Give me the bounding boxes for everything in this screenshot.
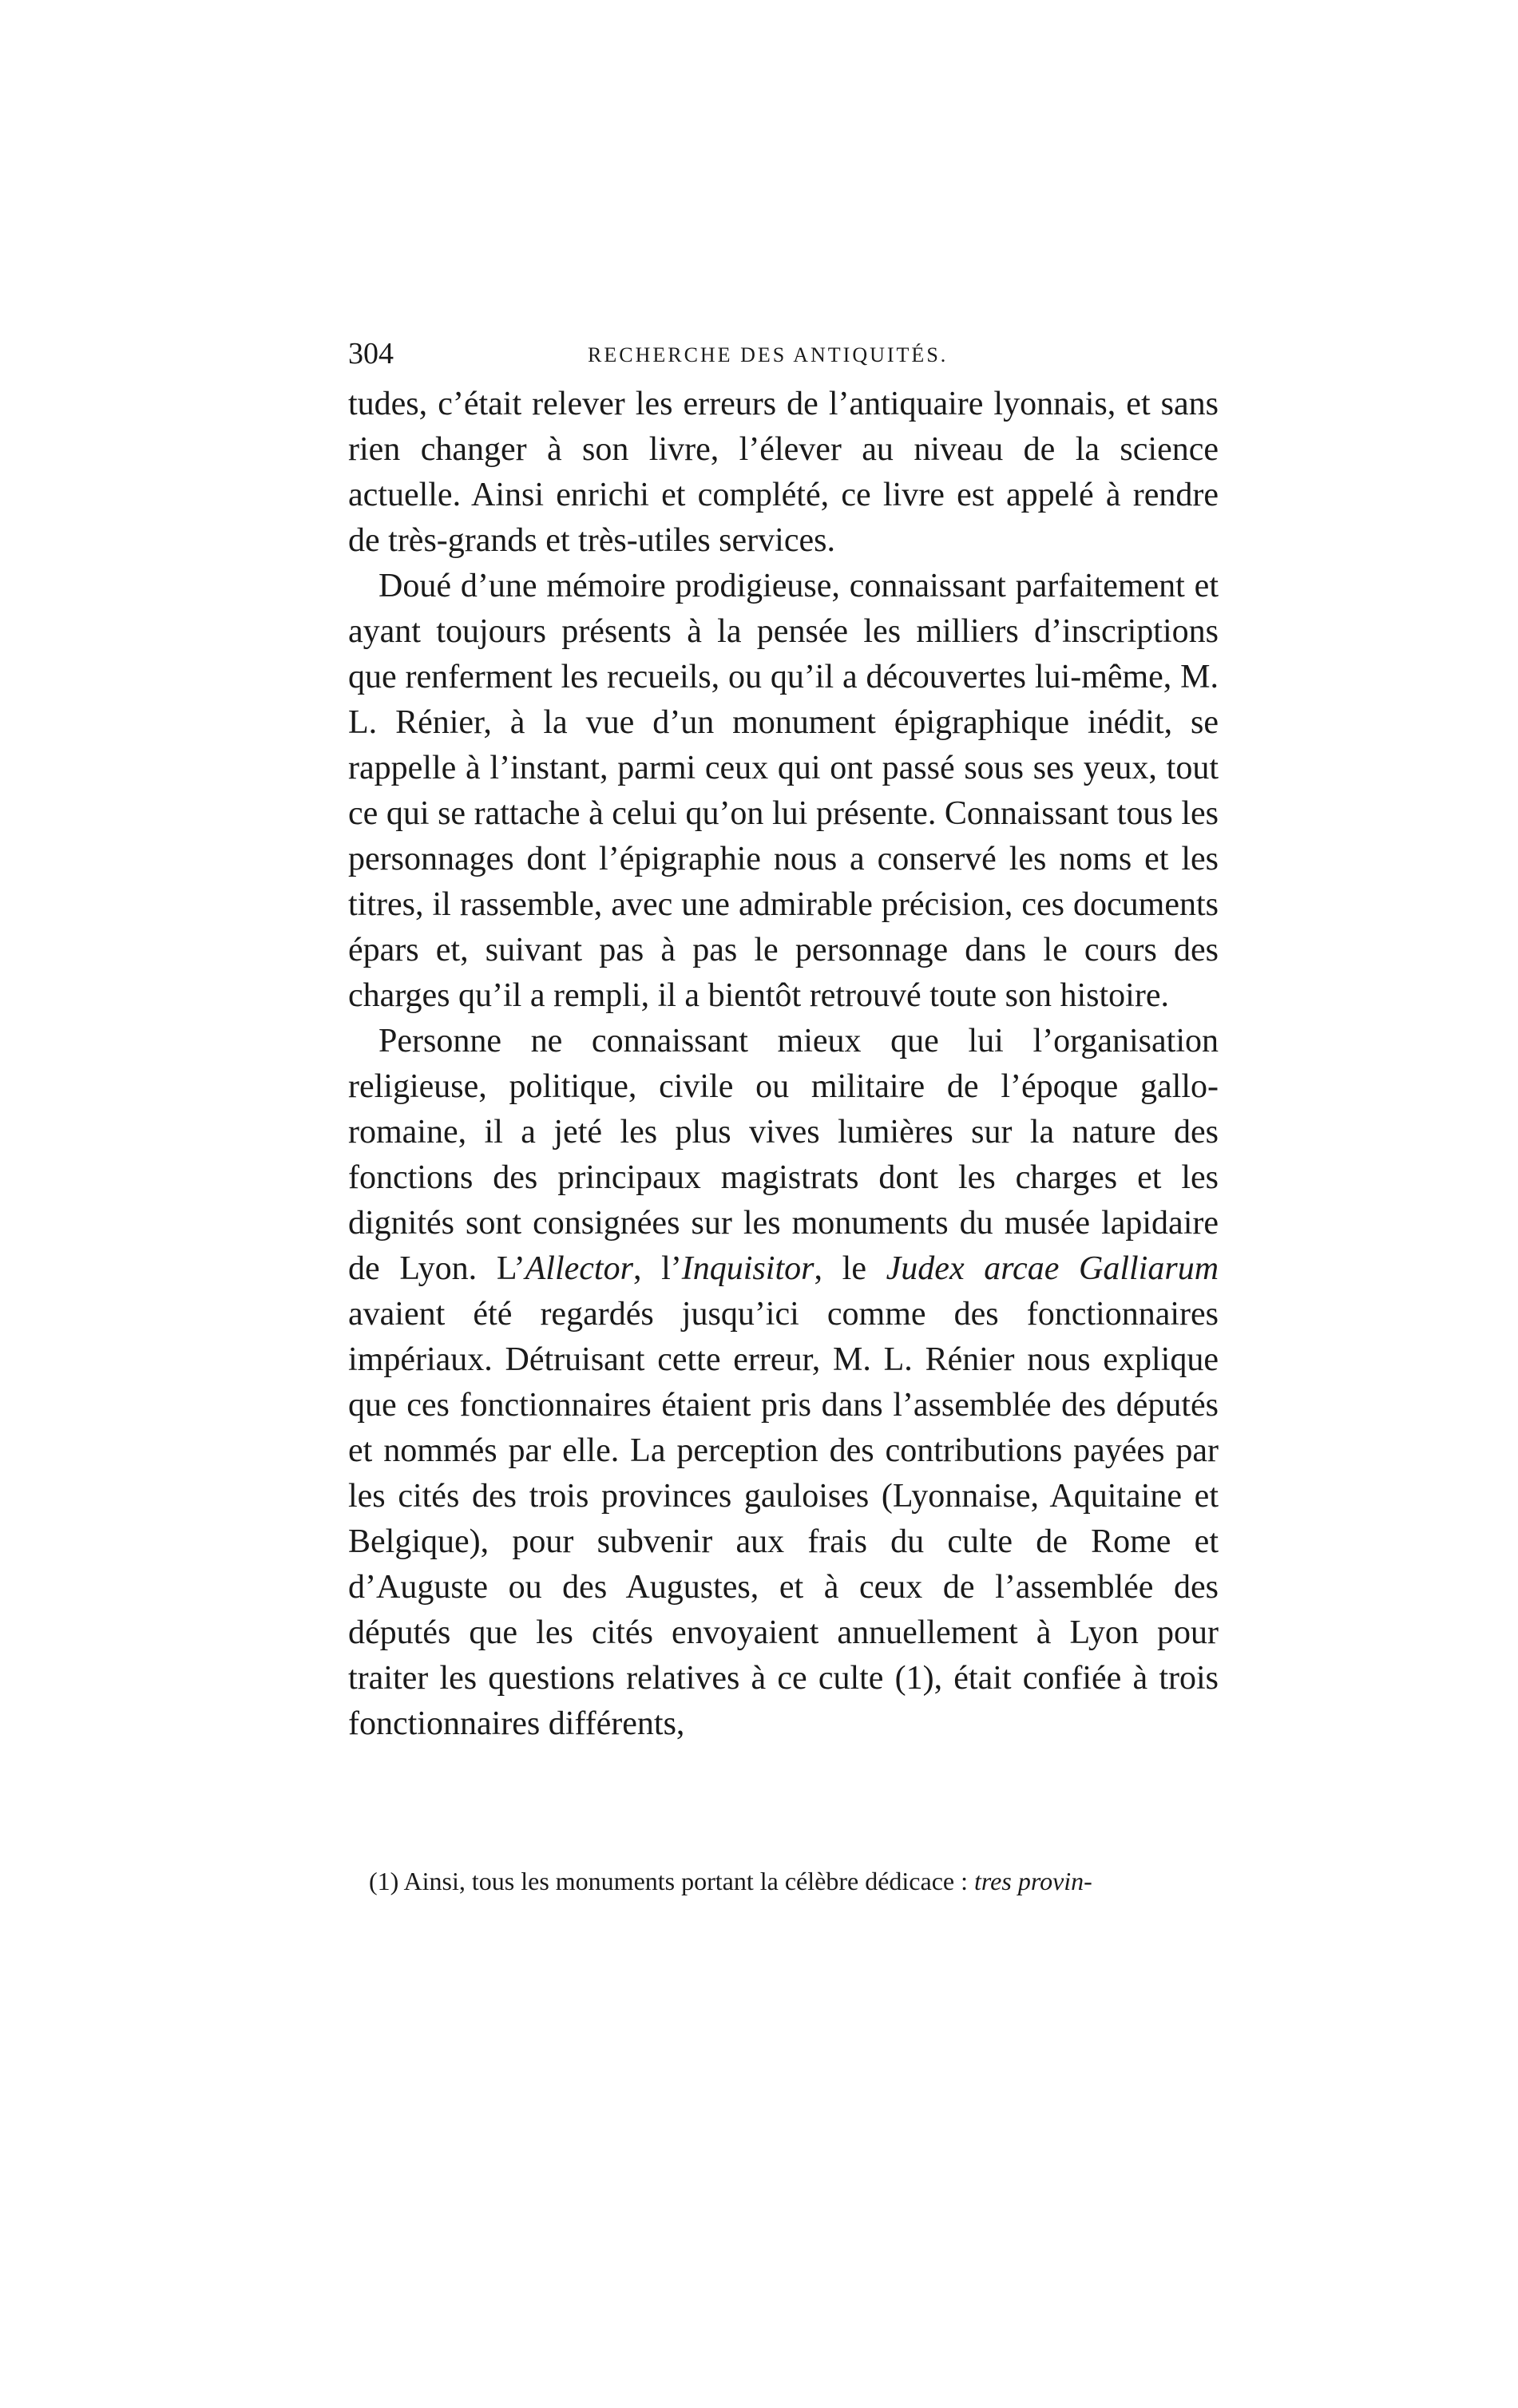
term-inquisitor: Inquisitor <box>681 1250 814 1287</box>
footnote <box>369 1863 1219 1899</box>
paragraph-3 <box>348 1019 1219 1747</box>
footnote-text: (1) Ainsi, tous les monuments portant la célèbre dédicace : <box>369 1867 974 1895</box>
page-header <box>348 334 1219 374</box>
term-judex-arcae: Judex arcae Galliarum <box>886 1250 1219 1287</box>
paragraph-3-text-d: avaient été regardés jusqu’ici comme des fonctionnaires impériaux. Détruisant cette erreur, M. L. Rénier nous explique que ces fonctionnaires étaient pris dans l’assemblée des députés et nommés par elle. La perception des contributions payées par les cités des trois provinces gauloises (Lyonnaise, Aquitaine et Belgique), pour subvenir aux frais du culte de Rome et d’Auguste ou des Augustes, et à ceux de l’assemblée des députés que les cités envoyaient annuellement à Lyon pour traiter les questions relatives à ce culte (1), était confiée à trois fonctionnaires différents, <box>348 1296 1219 1742</box>
paragraph-1: tudes, c’était relever les erreurs de l’antiquaire lyonnais, et sans rien changer à son livre, l’élever au niveau de la science actuelle. Ainsi enrichi et complété, ce livre est appelé à rendre de très-grands et très-utiles services. <box>348 386 1219 559</box>
body-text <box>348 382 1219 1747</box>
paragraph-2: Doué d’une mémoire prodigieuse, connaissant parfaitement et ayant toujours présents à la pensée les milliers d’inscriptions que renferment les recueils, ou qu’il a découvertes lui-même, M. L. Rénier, à la vue d’un monument épigraphique inédit, se rappelle à l’instant, parmi ceux qui ont passé sous ses yeux, tout ce qui se rattache à celui qu’on lui présente. Connaissant tous les personnages dont l’épigraphie nous a conservé les noms et les titres, il rassemble, avec une admirable précision, ces documents épars et, suivant pas à pas le personnage dans le cours des charges qu’il a rempli, il a bientôt retrouvé toute son histoire. <box>348 568 1219 1014</box>
paragraph-3-text-c: , le <box>814 1250 886 1287</box>
running-title: RECHERCHE DES ANTIQUITÉS. <box>588 343 949 366</box>
page-number: 304 <box>348 337 394 370</box>
footnote-italic: tres provin- <box>974 1867 1092 1895</box>
paragraph-3-text-b: , l’ <box>632 1250 682 1287</box>
paragraph-3-text-a: Personne ne connaissant mieux que lui l’organisation religieuse, politique, civile ou militaire de l’époque gallo-romaine, il a jeté les plus vives lumières sur la nature des fonctions des principaux magistrats dont les charges et les dignités sont consignées sur les monuments du musée lapidaire de Lyon. L’ <box>348 1023 1219 1287</box>
term-allector: Allector <box>525 1250 633 1287</box>
